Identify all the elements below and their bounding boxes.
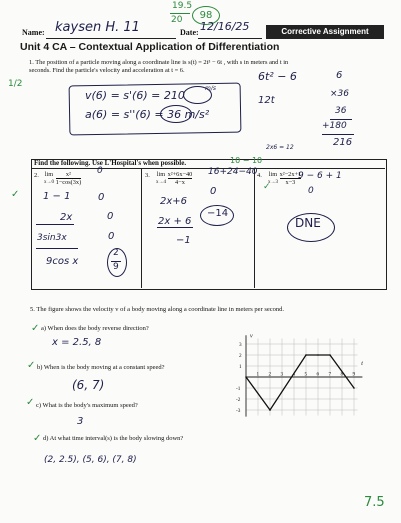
check-mark: ✓ <box>27 360 36 371</box>
problem-5d-answer: (2, 2.5), (5, 6), (7, 8) <box>44 455 137 465</box>
problem-5d-question: d) At what time interval(s) is the body slowing down? <box>43 435 184 442</box>
lhospital-instructions: Find the following. Use L'Hospital's when possible. <box>34 159 187 167</box>
velocity-point <box>269 409 271 411</box>
velocity-point <box>245 376 247 378</box>
y-axis-label: v <box>250 333 253 340</box>
problem-1-calc: 6 <box>336 70 343 81</box>
y-tick-label: 1 <box>239 364 242 370</box>
check-mark: ✓ <box>33 433 42 444</box>
limit-denominator: 1−cos(3x) <box>55 179 82 186</box>
question-4-number: 4. <box>257 172 262 179</box>
acceleration-circle <box>160 105 192 123</box>
q2-work: 3sin3x <box>37 233 67 243</box>
lim-subscript: x→0 <box>44 180 54 185</box>
q3-fraction-rule <box>157 227 193 228</box>
q3-work: 2x+6 <box>160 196 188 207</box>
lim-subscript: x→4 <box>156 180 166 185</box>
name-label: Name: <box>22 28 45 37</box>
check-mark: ✓ <box>26 397 35 408</box>
score-numerator: 19.5 <box>172 1 193 11</box>
date-underline <box>198 38 262 39</box>
q2-work: 0 <box>98 192 105 203</box>
velocity-graph <box>232 325 362 431</box>
q2-fraction-rule <box>36 248 78 249</box>
question-3-number: 3. <box>145 172 150 179</box>
q2-work: 0 <box>108 231 115 242</box>
check-mark: ✓ <box>11 189 20 200</box>
table-column-divider <box>141 168 142 288</box>
problem-1-calc: 36 <box>335 106 347 116</box>
q2-work: 9cos x <box>46 256 79 267</box>
q3-work: 2x + 6 <box>158 216 192 227</box>
q2-work: 2x <box>60 212 73 223</box>
limit-numerator: x²+6x−40 <box>167 171 193 178</box>
lim-word: lim <box>268 171 278 178</box>
velocity-point <box>353 387 355 389</box>
question-4-limit <box>268 171 301 186</box>
corrective-assignment-badge: Corrective Assignment <box>266 25 384 39</box>
problem-1-text: 1. The position of a particle moving along a coordinate line is s(t) = 2t³ − 6t , with s in meters and t in seconds. Find the particle's velocity and acceleration at t = 6. <box>29 59 289 74</box>
velocity-point <box>329 354 331 356</box>
problem-1-calc: 216 <box>333 137 353 148</box>
x-tick-label: 8 <box>340 371 344 378</box>
problem-5b-question: b) When is the body moving at a constant speed? <box>37 364 165 371</box>
velocity-answer: v(6) = s'(6) = 210 <box>85 89 185 102</box>
graph-series <box>245 354 355 411</box>
x-tick-label: 2 <box>268 371 272 378</box>
q3-work: −1 <box>176 235 191 246</box>
x-tick-label: 3 <box>280 371 284 378</box>
limit-numerator: x² <box>65 171 71 178</box>
velocity-unit: m/s <box>205 85 216 92</box>
y-tick-label: -3 <box>236 408 241 414</box>
question-3-limit <box>156 171 192 186</box>
question-2-limit <box>44 171 81 186</box>
limit-denominator: 4−x <box>168 178 193 186</box>
x-axis-label: t <box>361 361 363 367</box>
x-tick-label: 5 <box>304 371 308 378</box>
q2-answer-numerator: 2 <box>113 248 119 258</box>
x-tick-label: 9 <box>352 371 356 378</box>
q3-work: 16+24−40 <box>208 167 258 177</box>
score-denominator: 20 <box>171 15 183 25</box>
table-column-divider <box>254 168 255 288</box>
question-2-number: 2. <box>34 172 39 179</box>
problem-1-note: 2x6 = 12 <box>266 144 294 151</box>
q2-work: 0 <box>97 166 103 176</box>
acceleration-answer: a(6) = s''(6) = 36 m/s² <box>85 108 210 121</box>
date-value: 12/16/25 <box>200 20 250 33</box>
unit-title: Unit 4 CA – Contextual Application of Differentiation <box>20 41 280 53</box>
x-tick-label: 4 <box>292 371 296 378</box>
lim-word: lim <box>156 171 166 178</box>
date-label: Date: <box>180 28 199 37</box>
calc-rule <box>330 119 352 120</box>
y-tick-label: 3 <box>239 342 242 348</box>
x-tick-label: 1 <box>256 371 260 378</box>
q2-answer-denominator: 9 <box>113 262 119 272</box>
q2-fraction-rule <box>36 224 74 225</box>
q4-answer: DNE <box>295 216 321 230</box>
score-fraction-line <box>170 13 190 14</box>
lim-subscript: x→3 <box>268 180 278 185</box>
problem-1-calc: ×36 <box>330 89 349 99</box>
y-tick-label: 2 <box>239 353 242 359</box>
problem-1-calc: +180 <box>322 121 347 131</box>
q3-answer: −14 <box>207 208 229 219</box>
problem-5a-question: a) When does the body reverse direction? <box>41 325 149 332</box>
velocity-point <box>317 354 319 356</box>
x-tick-label: 6 <box>316 371 320 378</box>
check-mark: ✓ <box>263 182 271 192</box>
problem-5b-answer: (6, 7) <box>72 378 105 392</box>
name-underline <box>46 38 176 39</box>
lim-word: lim <box>44 171 54 178</box>
score-circled: 98 <box>192 6 220 25</box>
problem-5-text: 5. The figure shows the velocity v of a body moving along a coordinate line in meters per second. <box>30 306 285 313</box>
problem-5c-question: c) What is the body's maximum speed? <box>36 402 138 409</box>
limit-denominator: x−3 <box>280 178 302 186</box>
calc-rule <box>322 134 354 135</box>
problem-5c-answer: 3 <box>77 416 84 427</box>
y-tick-label: -1 <box>236 386 241 392</box>
lhospital-score-note: 10 − 10 <box>230 156 263 165</box>
problem-1-work-second-derivative: 12t <box>258 95 275 106</box>
q4-work: 0 <box>308 186 314 196</box>
name-value: kaysen H. 11 <box>55 20 140 35</box>
velocity-circle <box>183 86 212 104</box>
problem-1-work-derivative: 6t² − 6 <box>258 70 297 83</box>
velocity-line <box>246 355 354 410</box>
final-score: 7.5 <box>364 495 385 510</box>
problem-5a-answer: x = 2.5, 8 <box>52 337 102 348</box>
limit-numerator: x²−2x+1 <box>279 171 302 178</box>
q3-work: 0 <box>210 186 217 197</box>
velocity-point <box>305 354 307 356</box>
y-tick-label: -2 <box>236 397 241 403</box>
x-tick-label: 7 <box>328 371 332 378</box>
q2-work: 0 <box>107 211 114 222</box>
q2-work: 1 − 1 <box>43 191 71 202</box>
graph-tick-labels <box>236 342 356 414</box>
q4-work: 9 − 6 + 1 <box>298 171 342 181</box>
problem-1-margin-mark: 1/2 <box>8 79 23 89</box>
check-mark: ✓ <box>31 323 40 334</box>
